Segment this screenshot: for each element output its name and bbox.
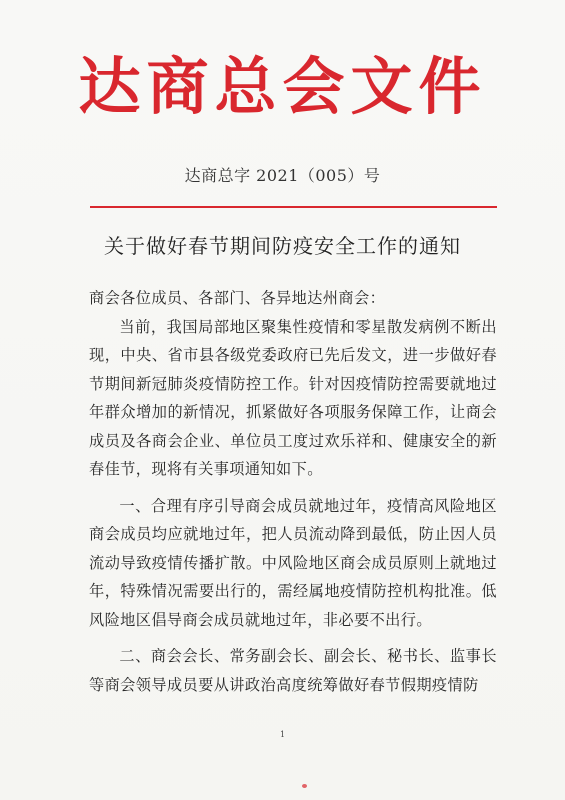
paragraph-item-1: 一、合理有序引导商会成员就地过年，疫情高风险地区商会成员均应就地过年，把人员流动降到最低，防止因人员流动导致疫情传播扩散。中风险地区商会成员原则上就地过年，特殊情况需要出行的，需经属地疫情防控机构批准。低风险地区倡导商会成员就地过年，非必要不出行。: [89, 496, 497, 629]
document-header-title: 达商总会文件: [78, 50, 487, 123]
page-number: 1: [279, 730, 286, 739]
notice-body: [89, 284, 497, 699]
document-number: 达商总字 2021（005）号: [184, 166, 381, 185]
notice-title: 关于做好春节期间防疫安全工作的通知: [104, 234, 461, 258]
paragraph-intro: 当前，我国局部地区聚集性疫情和零星散发病例不断出现，中央、省市县各级党委政府已先后发文，进一步做好春节期间新冠肺炎疫情防控工作。针对因疫情防控需要就地过年群众增加的新情况，抓紧做好各项服务保障工作，让商会成员及各商会企业、单位员工度过欢乐祥和、健康安全的新春佳节，现将有关事项通知如下。: [89, 317, 497, 478]
salutation: 商会各位成员、各部门、各异地达州商会：: [89, 289, 386, 307]
paragraph-item-2: 二、商会会长、常务副会长、副会长、秘书长、监事长等商会领导成员要从讲政治高度统筹做好春节假期疫情防: [89, 647, 497, 694]
seal-edge-mark: [302, 784, 307, 788]
red-divider-line: [90, 206, 497, 208]
